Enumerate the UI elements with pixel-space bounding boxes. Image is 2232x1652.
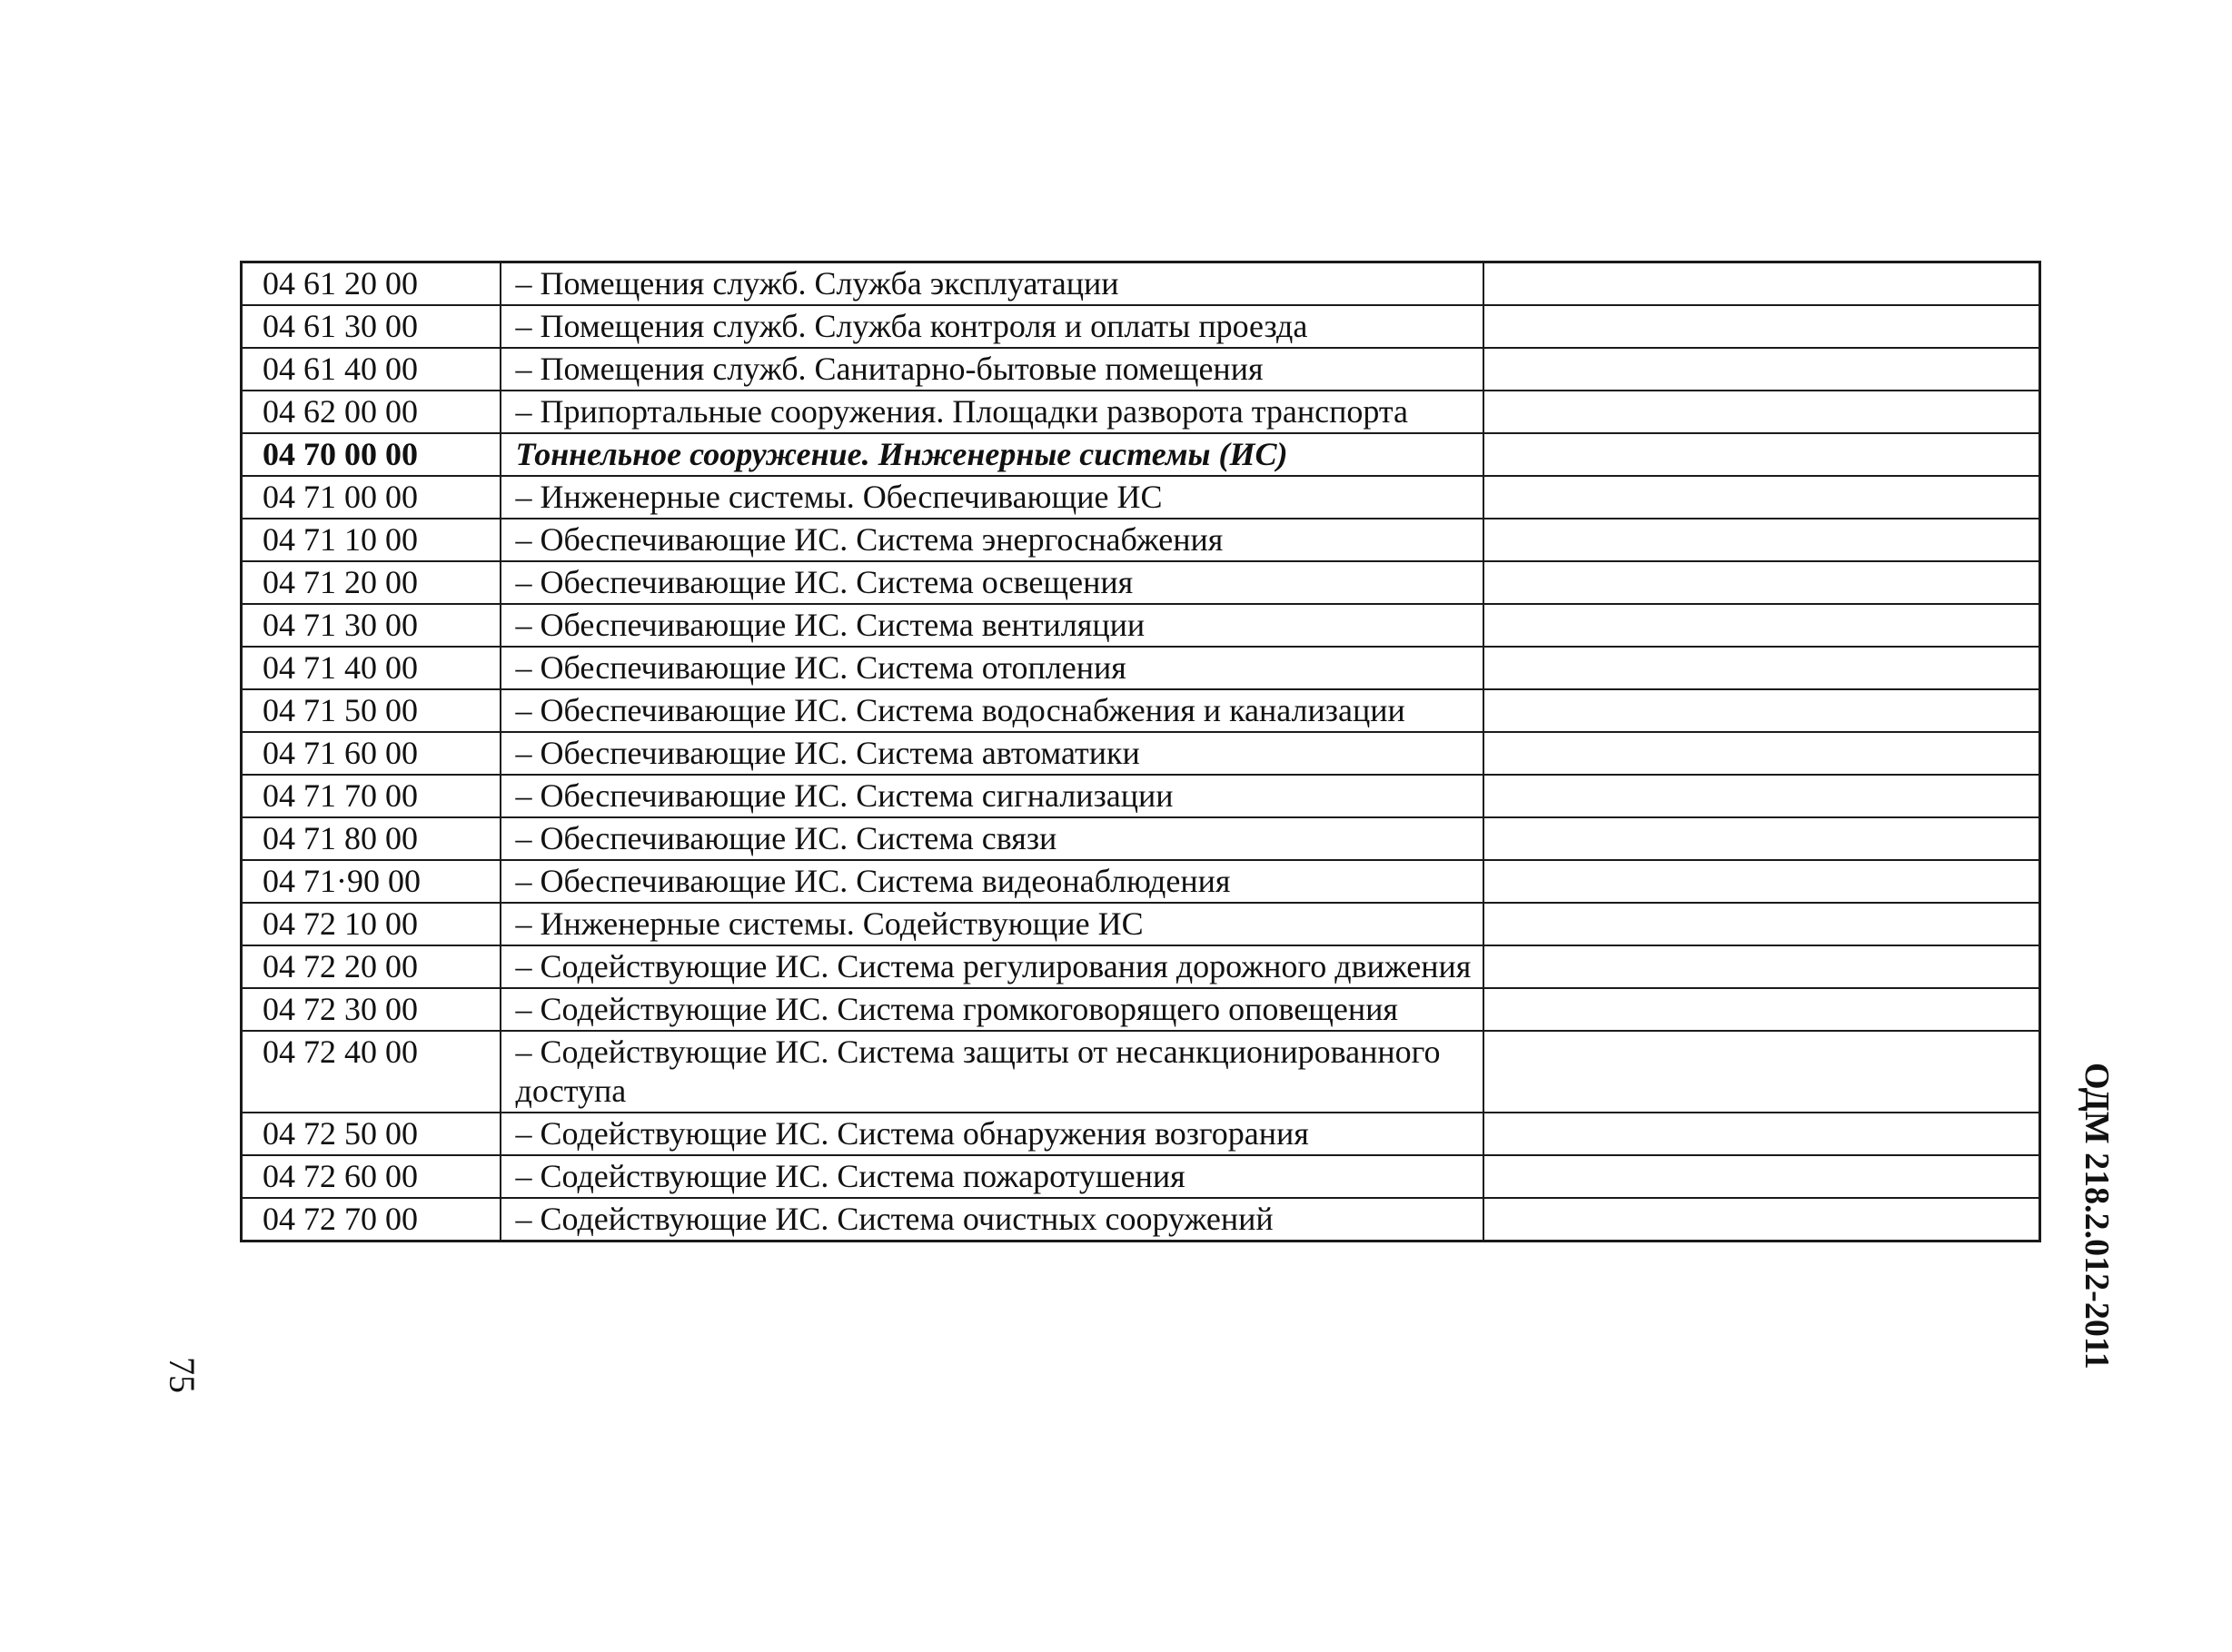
row-description: – Обеспечивающие ИС. Система освещения — [501, 561, 1483, 604]
row-description: – Обеспечивающие ИС. Система отопления — [501, 647, 1483, 689]
row-empty-cell — [1483, 945, 2040, 988]
table-row — [242, 945, 2040, 988]
row-description: – Содействующие ИС. Система обнаружения возгорания — [501, 1113, 1483, 1155]
row-description: – Содействующие ИС. Система пожаротушения — [501, 1155, 1483, 1198]
row-empty-cell — [1483, 1113, 2040, 1155]
row-code: 04 72 10 00 — [242, 903, 501, 945]
row-code: 04 70 00 00 — [242, 433, 501, 476]
row-description: – Обеспечивающие ИС. Система автоматики — [501, 732, 1483, 775]
row-description: – Содействующие ИС. Система регулирования дорожного движения — [501, 945, 1483, 988]
row-description: – Обеспечивающие ИС. Система вентиляции — [501, 604, 1483, 647]
table-row — [242, 860, 2040, 903]
table-row — [242, 689, 2040, 732]
row-empty-cell — [1483, 391, 2040, 433]
row-code: 04 61 30 00 — [242, 305, 501, 348]
table-row — [242, 775, 2040, 817]
row-empty-cell — [1483, 988, 2040, 1031]
row-code: 04 61 20 00 — [242, 262, 501, 306]
row-empty-cell — [1483, 604, 2040, 647]
row-description: – Содействующие ИС. Система очистных сооружений — [501, 1198, 1483, 1241]
row-description: – Инженерные системы. Содействующие ИС — [501, 903, 1483, 945]
row-code: 04 71·90 00 — [242, 860, 501, 903]
table-row — [242, 647, 2040, 689]
row-code: 04 61 40 00 — [242, 348, 501, 391]
page-number: 75 — [162, 1357, 203, 1393]
row-empty-cell — [1483, 732, 2040, 775]
row-code: 04 71 00 00 — [242, 476, 501, 519]
row-code: 04 71 30 00 — [242, 604, 501, 647]
row-empty-cell — [1483, 1155, 2040, 1198]
table-row — [242, 1031, 2040, 1113]
row-empty-cell — [1483, 433, 2040, 476]
row-code: 04 72 30 00 — [242, 988, 501, 1031]
row-description: – Инженерные системы. Обеспечивающие ИС — [501, 476, 1483, 519]
classifier-table-body — [242, 262, 2040, 1241]
row-empty-cell — [1483, 262, 2040, 306]
row-code: 04 62 00 00 — [242, 391, 501, 433]
table-row — [242, 817, 2040, 860]
row-code: 04 71 80 00 — [242, 817, 501, 860]
document-id: ОДМ 218.2.012-2011 — [2078, 1063, 2116, 1370]
row-description: – Содействующие ИС. Система защиты от несанкционированного доступа — [501, 1031, 1483, 1113]
row-description: – Обеспечивающие ИС. Система связи — [501, 817, 1483, 860]
row-empty-cell — [1483, 1198, 2040, 1241]
table-section-row — [242, 433, 2040, 476]
row-empty-cell — [1483, 476, 2040, 519]
classifier-table — [240, 261, 2041, 1242]
row-empty-cell — [1483, 775, 2040, 817]
row-description: – Содействующие ИС. Система громкоговорящего оповещения — [501, 988, 1483, 1031]
row-description: – Обеспечивающие ИС. Система водоснабжения и канализации — [501, 689, 1483, 732]
row-empty-cell — [1483, 689, 2040, 732]
table-row — [242, 262, 2040, 306]
row-code: 04 71 50 00 — [242, 689, 501, 732]
row-empty-cell — [1483, 519, 2040, 561]
row-description: – Помещения служб. Санитарно-бытовые помещения — [501, 348, 1483, 391]
table-row — [242, 305, 2040, 348]
row-code: 04 71 40 00 — [242, 647, 501, 689]
table-row — [242, 1113, 2040, 1155]
table-row — [242, 348, 2040, 391]
row-empty-cell — [1483, 561, 2040, 604]
table-row — [242, 988, 2040, 1031]
row-empty-cell — [1483, 647, 2040, 689]
table-row — [242, 1155, 2040, 1198]
row-description: – Помещения служб. Служба контроля и оплаты проезда — [501, 305, 1483, 348]
row-code: 04 72 70 00 — [242, 1198, 501, 1241]
row-code: 04 72 50 00 — [242, 1113, 501, 1155]
table-row — [242, 519, 2040, 561]
table-row — [242, 476, 2040, 519]
row-empty-cell — [1483, 903, 2040, 945]
row-code: 04 71 60 00 — [242, 732, 501, 775]
row-code: 04 71 20 00 — [242, 561, 501, 604]
table-row — [242, 561, 2040, 604]
row-empty-cell — [1483, 1031, 2040, 1113]
row-empty-cell — [1483, 348, 2040, 391]
row-empty-cell — [1483, 305, 2040, 348]
row-description: – Обеспечивающие ИС. Система видеонаблюдения — [501, 860, 1483, 903]
row-description: – Обеспечивающие ИС. Система сигнализации — [501, 775, 1483, 817]
table-row — [242, 604, 2040, 647]
row-code: 04 72 40 00 — [242, 1031, 501, 1113]
row-code: 04 72 60 00 — [242, 1155, 501, 1198]
table-row — [242, 732, 2040, 775]
row-description: Тоннельное сооружение. Инженерные системы (ИС) — [501, 433, 1483, 476]
row-description: – Помещения служб. Служба эксплуатации — [501, 262, 1483, 306]
table-row — [242, 1198, 2040, 1241]
row-code: 04 71 70 00 — [242, 775, 501, 817]
table-row — [242, 391, 2040, 433]
table-row — [242, 903, 2040, 945]
row-description: – Обеспечивающие ИС. Система энергоснабжения — [501, 519, 1483, 561]
row-description: – Припортальные сооружения. Площадки разворота транспорта — [501, 391, 1483, 433]
row-code: 04 71 10 00 — [242, 519, 501, 561]
row-empty-cell — [1483, 860, 2040, 903]
row-code: 04 72 20 00 — [242, 945, 501, 988]
row-empty-cell — [1483, 817, 2040, 860]
